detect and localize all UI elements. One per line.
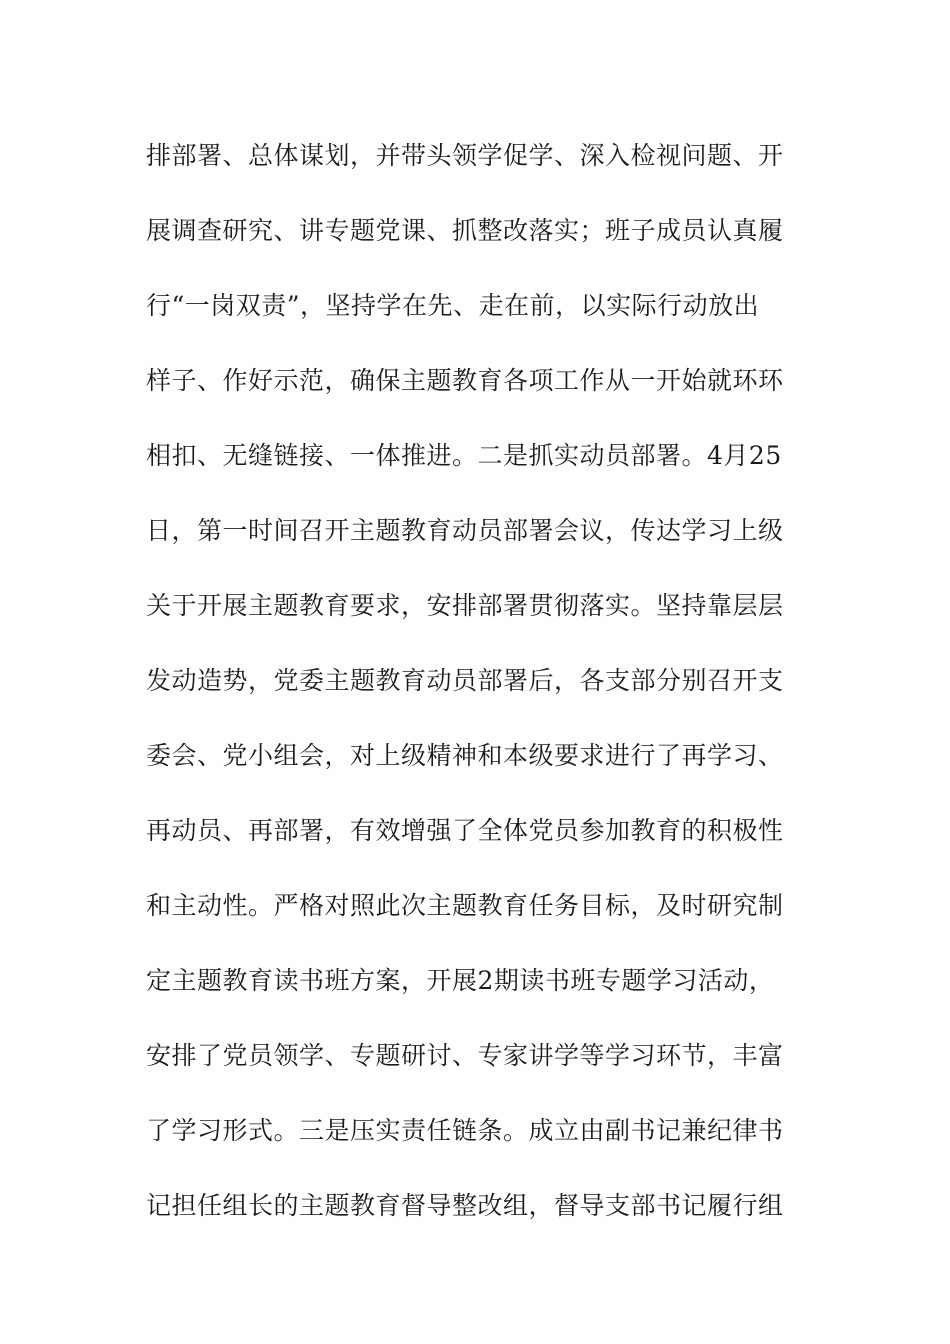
body-text xyxy=(146,132,806,1257)
text-line: 和主动性。严格对照此次主题教育任务目标，及时研究制 xyxy=(146,891,784,920)
text-line: 样子、作好示范，确保主题教育各项工作从一开始就环环 xyxy=(146,366,784,395)
text-line: 安排了党员领学、专题研讨、专家讲学等学习环节，丰富 xyxy=(146,1041,784,1070)
text-line: 再动员、再部署，有效增强了全体党员参加教育的积极性 xyxy=(146,816,784,845)
text-line: 定主题教育读书班方案，开展2期读书班专题学习活动， xyxy=(146,966,775,995)
text-line: 发动造势，党委主题教育动员部署后，各支部分别召开支 xyxy=(146,666,784,695)
text-line: 相扣、无缝链接、一体推进。二是抓实动员部署。4月25 xyxy=(146,441,782,470)
text-line: 记担任组长的主题教育督导整改组，督导支部书记履行组 xyxy=(146,1191,784,1220)
text-line: 委会、党小组会，对上级精神和本级要求进行了再学习、 xyxy=(146,741,784,770)
text-line: 了学习形式。三是压实责任链条。成立由副书记兼纪律书 xyxy=(146,1116,784,1145)
text-line: 展调查研究、讲专题党课、抓整改落实；班子成员认真履 xyxy=(146,216,784,245)
text-line: 关于开展主题教育要求，安排部署贯彻落实。坚持靠层层 xyxy=(146,591,784,620)
text-line: 行“一岗双责”，坚持学在先、走在前，以实际行动放出 xyxy=(146,291,760,320)
text-line: 日，第一时间召开主题教育动员部署会议，传达学习上级 xyxy=(146,516,784,545)
text-line: 排部署、总体谋划，并带头领学促学、深入检视问题、开 xyxy=(146,141,784,170)
